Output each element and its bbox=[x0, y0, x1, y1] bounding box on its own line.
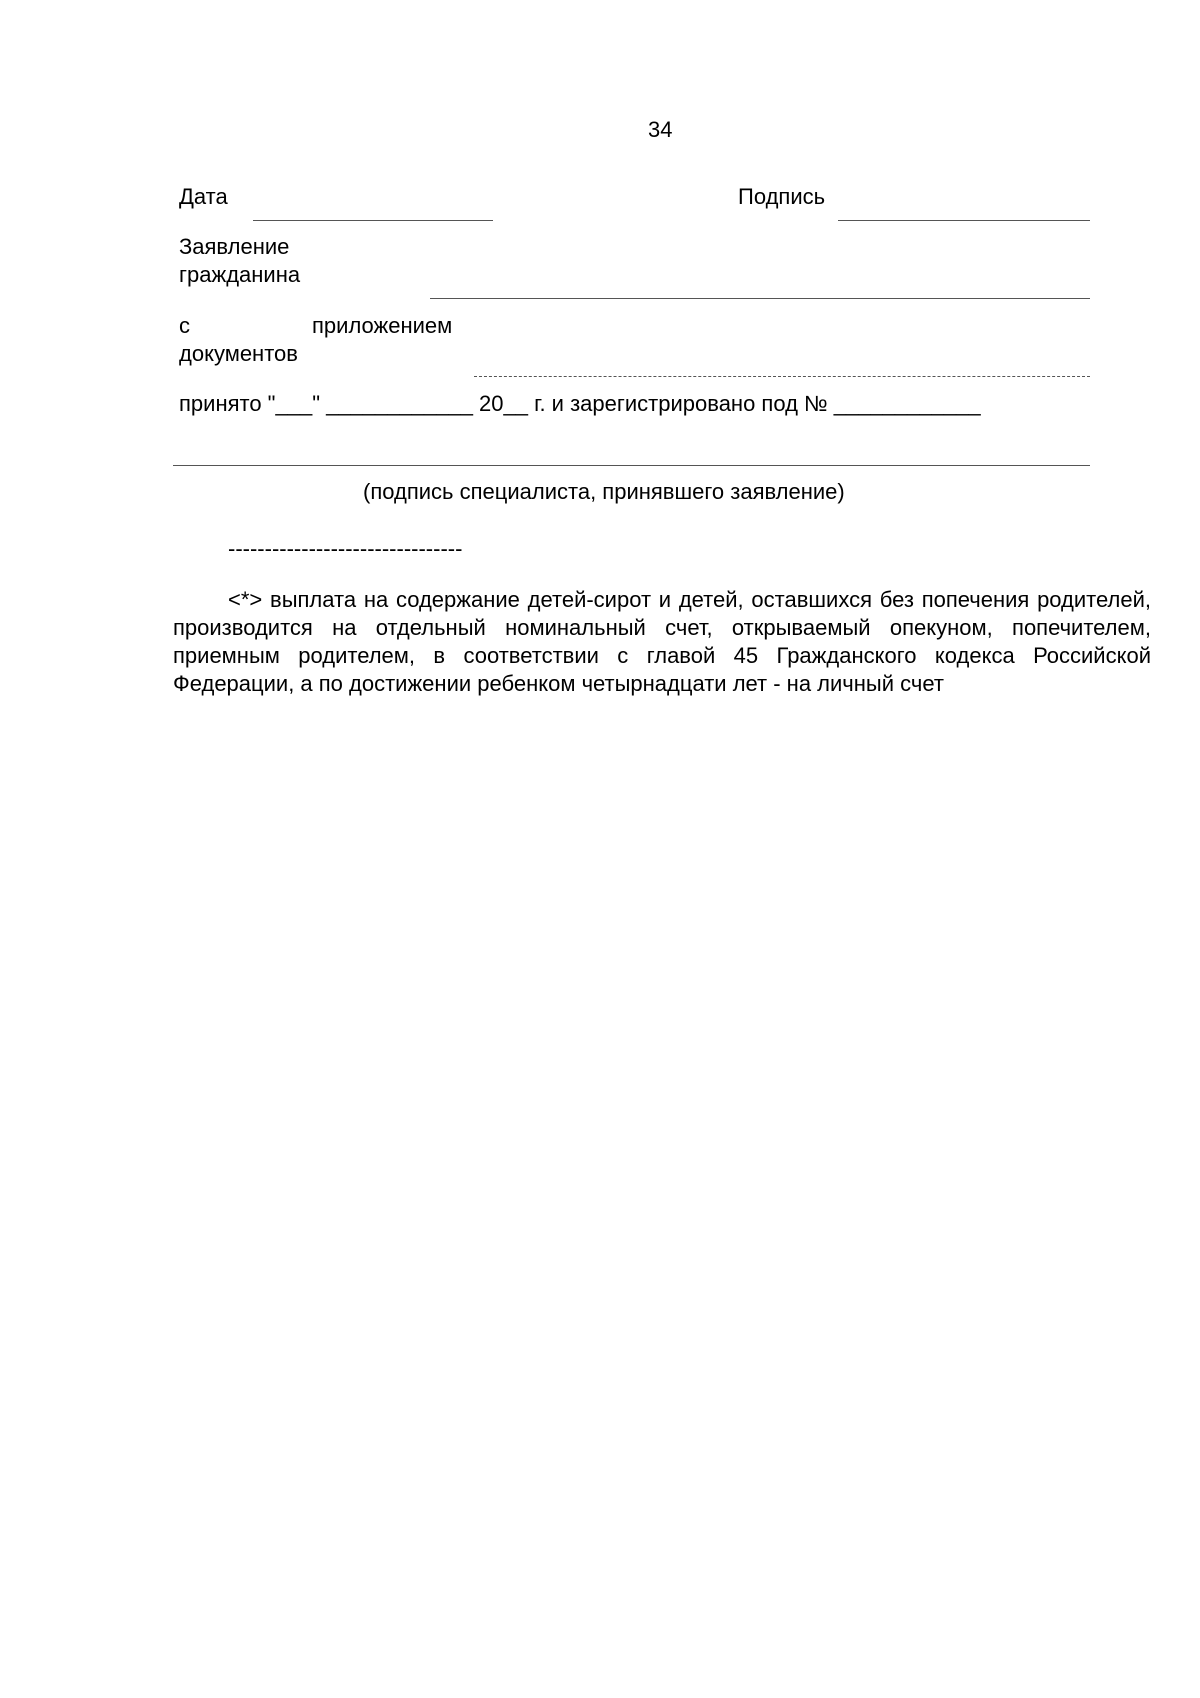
attachment-label-word1: с bbox=[179, 313, 190, 338]
signature-label: Подпись bbox=[738, 184, 826, 209]
page-number: 34 bbox=[648, 117, 673, 142]
application-field-line[interactable] bbox=[430, 298, 1090, 299]
attachment-label-line2: документов bbox=[179, 341, 298, 366]
date-label: Дата bbox=[179, 184, 228, 209]
footnote-separator: -------------------------------- bbox=[228, 536, 463, 561]
footnote-text: <*> выплата на содержание детей-сирот и детей, оставшихся без попечения родителей, производится на отдельный номинальный счет, открываемый опекуном, попечителем, приемным родителем, в соответствии с главой 45 Гражданского кодекса Российской Федерации, а по достижении ребенком четырнадцати лет - на личный счет bbox=[173, 587, 1151, 696]
registration-text: принято "___" ____________ 20__ г. и зарегистрировано под № ____________ bbox=[179, 391, 981, 416]
application-label-line2: гражданина bbox=[179, 262, 301, 287]
specialist-signature-caption: (подпись специалиста, принявшего заявление) bbox=[363, 479, 845, 504]
signature-field-line[interactable] bbox=[838, 220, 1090, 221]
application-label-line1: Заявление bbox=[179, 234, 290, 259]
attachment-field-line[interactable] bbox=[474, 376, 1090, 377]
specialist-signature-line[interactable] bbox=[173, 465, 1090, 466]
date-field-line[interactable] bbox=[253, 220, 493, 221]
attachment-label-word2: приложением bbox=[312, 313, 453, 338]
